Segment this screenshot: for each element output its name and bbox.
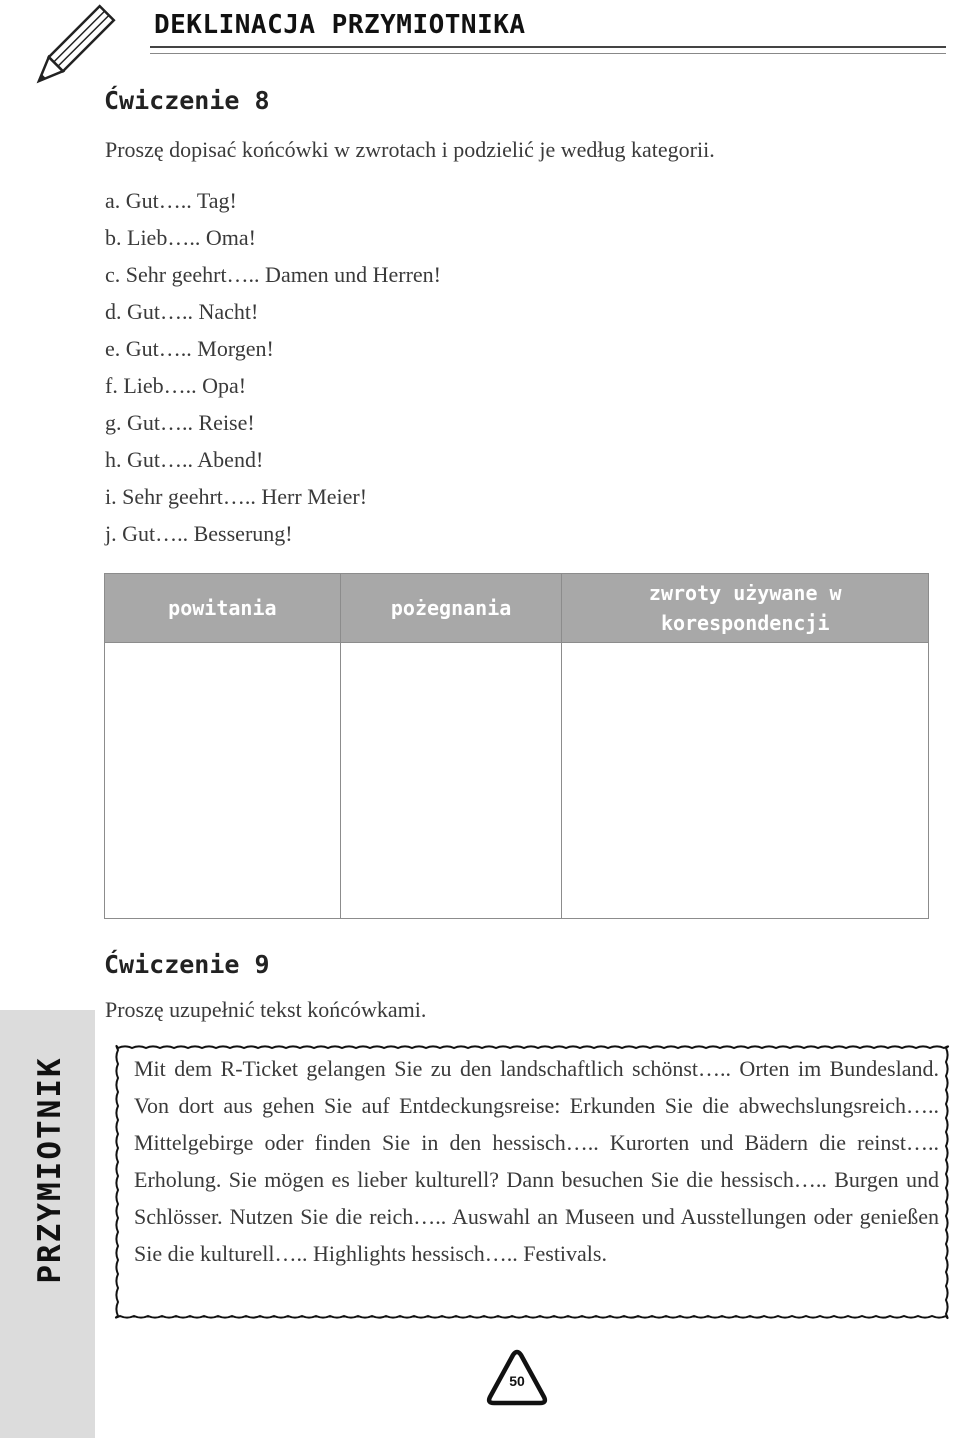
exercise-8-heading: Ćwiczenie 8 bbox=[104, 86, 270, 115]
column-header-greetings: powitania bbox=[105, 574, 341, 643]
phrase-item: h. Gut….. Abend! bbox=[105, 447, 264, 472]
phrase-item: c. Sehr geehrt….. Damen und Herren! bbox=[105, 262, 441, 287]
column-header-farewells: pożegnania bbox=[340, 574, 562, 643]
phrase-item: f. Lieb….. Opa! bbox=[105, 373, 247, 398]
category-table bbox=[104, 573, 929, 919]
page-title: DEKLINACJA PRZYMIOTNIKA bbox=[154, 10, 526, 40]
exercise-8-instruction: Proszę dopisać końcówki w zwrotach i podzielić je według kategorii. bbox=[105, 137, 715, 162]
phrase-item: b. Lieb….. Oma! bbox=[105, 225, 256, 250]
table-answer-row bbox=[105, 643, 929, 919]
page-number: 50 bbox=[509, 1373, 525, 1389]
phrase-item: j. Gut….. Besserung! bbox=[105, 521, 293, 546]
phrase-item: a. Gut….. Tag! bbox=[105, 188, 237, 213]
phrase-item: e. Gut….. Morgen! bbox=[105, 336, 274, 361]
table-header-row bbox=[105, 574, 929, 643]
exercise-9-text: Mit dem R-Ticket gelangen Sie zu den landschaftlich schönst….. Orten im Bundesland. Von dort aus gehen Sie auf Entdeckungsreise: Erkunden Sie die abwechslungsreich….. Mittelgebirge oder finden Sie in den hessisch….. Kurorten und Bädern die reinst….. Erholung. Sie mögen es lieber kulturell? Dann besuchen Sie die hessisch….. Burgen und Schlösser. Nutzen Sie die reich….. Auswahl an Museen und Ausstellungen oder genießen Sie die kulturell….. Highlights hessisch….. Festivals. bbox=[134, 1056, 939, 1266]
exercise-9-instruction: Proszę uzupełnić tekst końcówkami. bbox=[105, 997, 427, 1022]
phrase-item: i. Sehr geehrt….. Herr Meier! bbox=[105, 484, 368, 509]
answer-cell-farewells[interactable] bbox=[340, 643, 562, 919]
answer-cell-greetings[interactable] bbox=[105, 643, 341, 919]
answer-cell-correspondence[interactable] bbox=[562, 643, 929, 919]
column-header-correspondence: zwroty używane w korespondencji bbox=[562, 574, 929, 643]
exercise-9-heading: Ćwiczenie 9 bbox=[104, 950, 270, 979]
phrase-list bbox=[105, 182, 441, 552]
phrase-item: d. Gut….. Nacht! bbox=[105, 299, 259, 324]
phrase-item: g. Gut….. Reise! bbox=[105, 410, 255, 435]
side-tab-label: PRZYMIOTNIK bbox=[32, 1056, 68, 1284]
pencil-icon bbox=[22, 2, 118, 98]
header-rule bbox=[150, 46, 946, 54]
